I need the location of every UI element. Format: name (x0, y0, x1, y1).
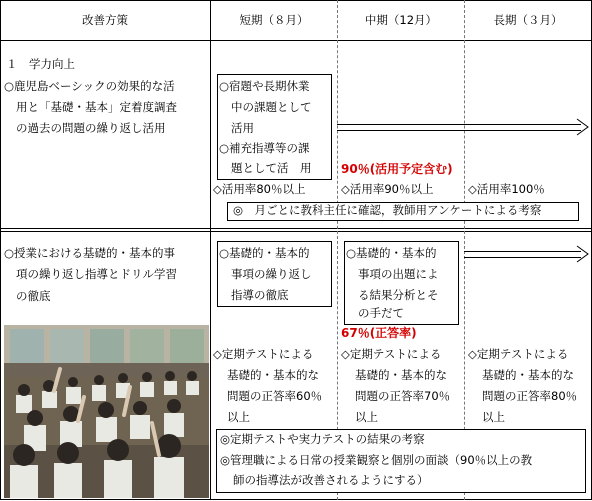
row2-short-box-line-1: ○基礎的・基本的 (219, 246, 310, 260)
header-mid-term-label: 中期（12月） (364, 13, 438, 27)
row2-measure-line-1: ○授業における基礎的・基本的事 (4, 246, 176, 260)
row2-long-target-line-4: 以上 (482, 410, 505, 424)
row2-short-target-line-4: 以上 (227, 410, 250, 424)
row1-long-target: ◇活用率100％ (468, 182, 545, 196)
header-long-term-label: 長期（３月） (493, 13, 563, 27)
row2-mid-box-line-4: の手だて (358, 306, 404, 320)
row2-short-box-line-3: 指導の徹底 (231, 288, 289, 302)
row1-measure-line-3: の過去の問題の繰り返し活用 (16, 121, 166, 135)
row1-arrow-head-icon (576, 118, 590, 136)
row2-long-target-line-2: 基礎的・基本的な (482, 368, 574, 382)
row2-mid-target-line-4: 以上 (355, 410, 378, 424)
row1-short-box-line-2: 中の課題として (231, 100, 312, 114)
classroom-photo-image (4, 325, 209, 498)
row2-short-target-line-3: 問題の正答率60％ (227, 389, 323, 403)
row1-short-box-line-5: 題として活 用 (231, 161, 312, 175)
row2-mid-box-line-2: 事項の出題によ (358, 267, 439, 281)
row1-short-box-line-1: ○宿題や長期休業 (219, 79, 310, 93)
header-measures (0, 0, 210, 40)
row1-measure-line-2: 用と「基礎・基本」定着度調査 (16, 100, 177, 114)
row2-bottom-line-2: ◎管理職による日常の授業観察と個別の面談（90％以上の教 (220, 453, 533, 467)
row1-short-box-line-4: ○補充指導等の課 (219, 141, 310, 155)
row2-short-box-line-2: 事項の繰り返し (231, 267, 312, 281)
row2-mid-target-line-1: ◇定期テストによる (341, 347, 442, 361)
row2-short-target-line-2: 基礎的・基本的な (227, 368, 319, 382)
header-short-term (211, 0, 337, 40)
row2-progress-arrow (464, 251, 581, 258)
row1-bottom-note: ◎ 月ごとに教科主任に確認，教師用アンケートによる考察 (233, 203, 542, 217)
row2-measure-line-2: 項の繰り返し指導とドリル学習 (16, 267, 177, 281)
row1-mid-target: ◇活用率90％以上 (341, 182, 434, 196)
row1-heading: １ 学力向上 (6, 57, 75, 71)
header-short-term-label: 短期（８月） (239, 13, 309, 27)
row1-short-box-line-3: 活用 (231, 121, 254, 135)
row2-long-target-line-3: 問題の正答率80％ (482, 389, 578, 403)
row2-bottom-line-1: ◎定期テストや実力テストの結果の考察 (220, 432, 425, 446)
row2-mid-highlight: 67％(正答率) (341, 326, 417, 340)
row1-mid-highlight: 90％(活用予定含む) (341, 162, 453, 176)
row2-bottom-line-3: 師の指導法が改善されるようにする） (233, 473, 429, 487)
row1-measure-line-1: ○鹿児島ベーシックの効果的な活 (4, 79, 175, 93)
header-measures-label: 改善方策 (82, 13, 128, 27)
classroom-photo (4, 325, 209, 498)
row1-progress-arrow (337, 124, 581, 131)
row2-arrow-head-icon (576, 245, 590, 263)
row2-mid-target-line-3: 問題の正答率70％ (355, 389, 451, 403)
row2-mid-box-line-3: る結果分析とそ (358, 288, 439, 302)
header-long-term (465, 0, 591, 40)
header-mid-term (338, 0, 464, 40)
row2-long-target-line-1: ◇定期テストによる (468, 347, 569, 361)
row2-mid-target-line-2: 基礎的・基本的な (355, 368, 447, 382)
row2-mid-box-line-1: ○基礎的・基本的 (346, 246, 437, 260)
row2-short-target-line-1: ◇定期テストによる (213, 347, 314, 361)
row1-short-target: ◇活用率80％以上 (213, 182, 306, 196)
row2-measure-line-3: の徹底 (16, 289, 51, 303)
